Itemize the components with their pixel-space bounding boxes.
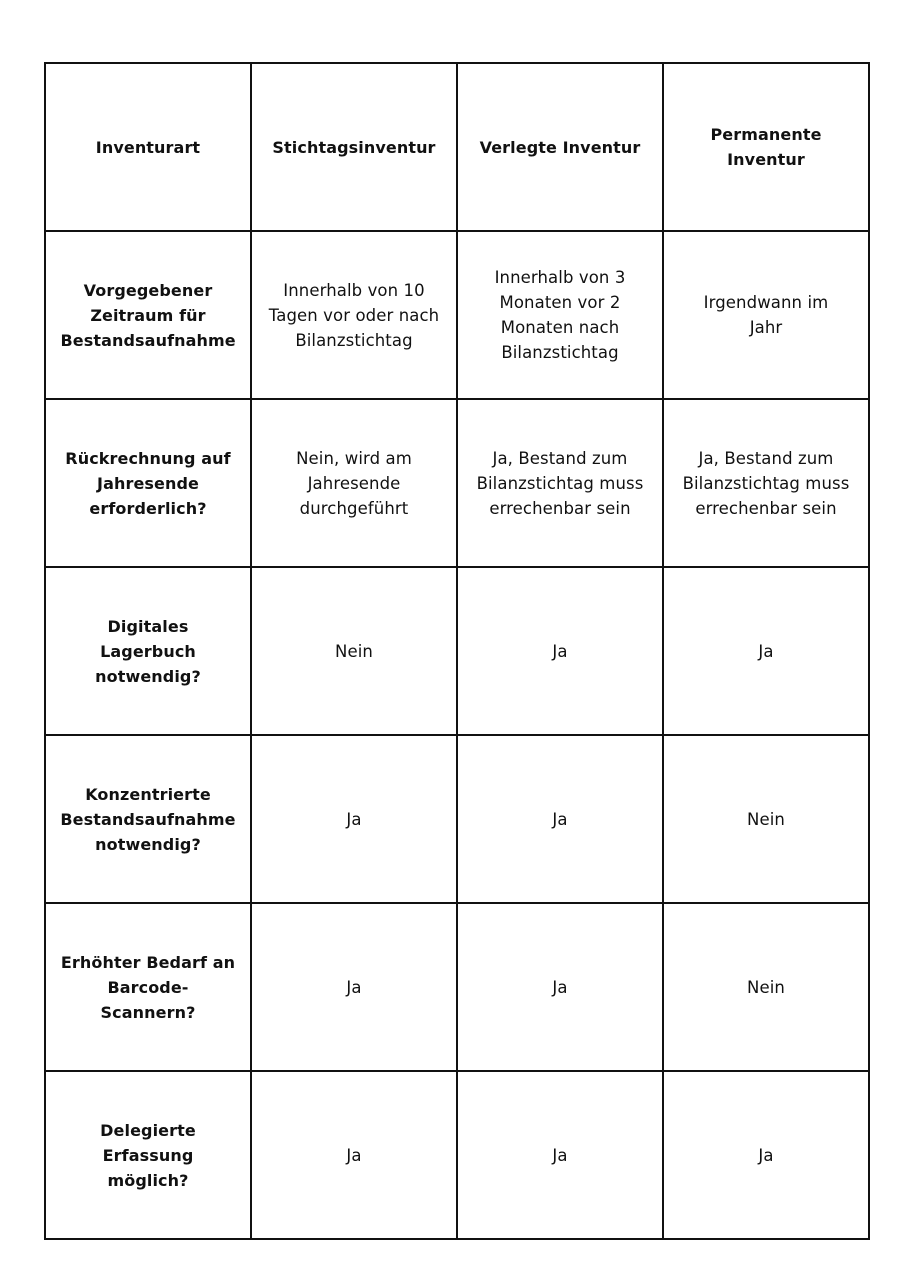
header-row [45, 63, 869, 231]
row-label: Vorgegebener Zeitraum für Bestandsaufnahme [45, 231, 251, 399]
cell-stichtag: Ja [251, 735, 457, 903]
cell-verlegt: Ja [457, 735, 663, 903]
table-header [45, 63, 869, 231]
table-row [45, 231, 869, 399]
cell-verlegt: Ja [457, 1071, 663, 1239]
cell-verlegt: Ja [457, 567, 663, 735]
cell-stichtag: Ja [251, 903, 457, 1071]
cell-verlegt: Ja, Bestand zum Bilanzstichtag muss errechenbar sein [457, 399, 663, 567]
row-label: Digitales Lagerbuch notwendig? [45, 567, 251, 735]
table-row [45, 1071, 869, 1239]
table-row [45, 399, 869, 567]
row-label: Delegierte Erfassung möglich? [45, 1071, 251, 1239]
cell-stichtag: Ja [251, 1071, 457, 1239]
cell-stichtag: Nein, wird am Jahresende durchgeführt [251, 399, 457, 567]
cell-verlegt: Innerhalb von 3 Monaten vor 2 Monaten nach Bilanzstichtag [457, 231, 663, 399]
header-inventurart: Inventurart [45, 63, 251, 231]
row-label: Erhöhter Bedarf an Barcode-Scannern? [45, 903, 251, 1071]
cell-stichtag: Innerhalb von 10 Tagen vor oder nach Bilanzstichtag [251, 231, 457, 399]
row-label: Konzentrierte Bestandsaufnahme notwendig? [45, 735, 251, 903]
table-row [45, 903, 869, 1071]
table-row [45, 567, 869, 735]
cell-permanent: Nein [663, 735, 869, 903]
table-row [45, 735, 869, 903]
cell-verlegt: Ja [457, 903, 663, 1071]
inventory-comparison-table [44, 62, 870, 1240]
header-stichtagsinventur: Stichtagsinventur [251, 63, 457, 231]
table-body [45, 231, 869, 1239]
cell-permanent: Ja [663, 1071, 869, 1239]
header-permanente-inventur: Permanente Inventur [663, 63, 869, 231]
cell-permanent: Ja [663, 567, 869, 735]
row-label: Rückrechnung auf Jahresende erforderlich? [45, 399, 251, 567]
cell-permanent: Irgendwann im Jahr [663, 231, 869, 399]
cell-stichtag: Nein [251, 567, 457, 735]
header-verlegte-inventur: Verlegte Inventur [457, 63, 663, 231]
cell-permanent: Nein [663, 903, 869, 1071]
cell-permanent: Ja, Bestand zum Bilanzstichtag muss errechenbar sein [663, 399, 869, 567]
